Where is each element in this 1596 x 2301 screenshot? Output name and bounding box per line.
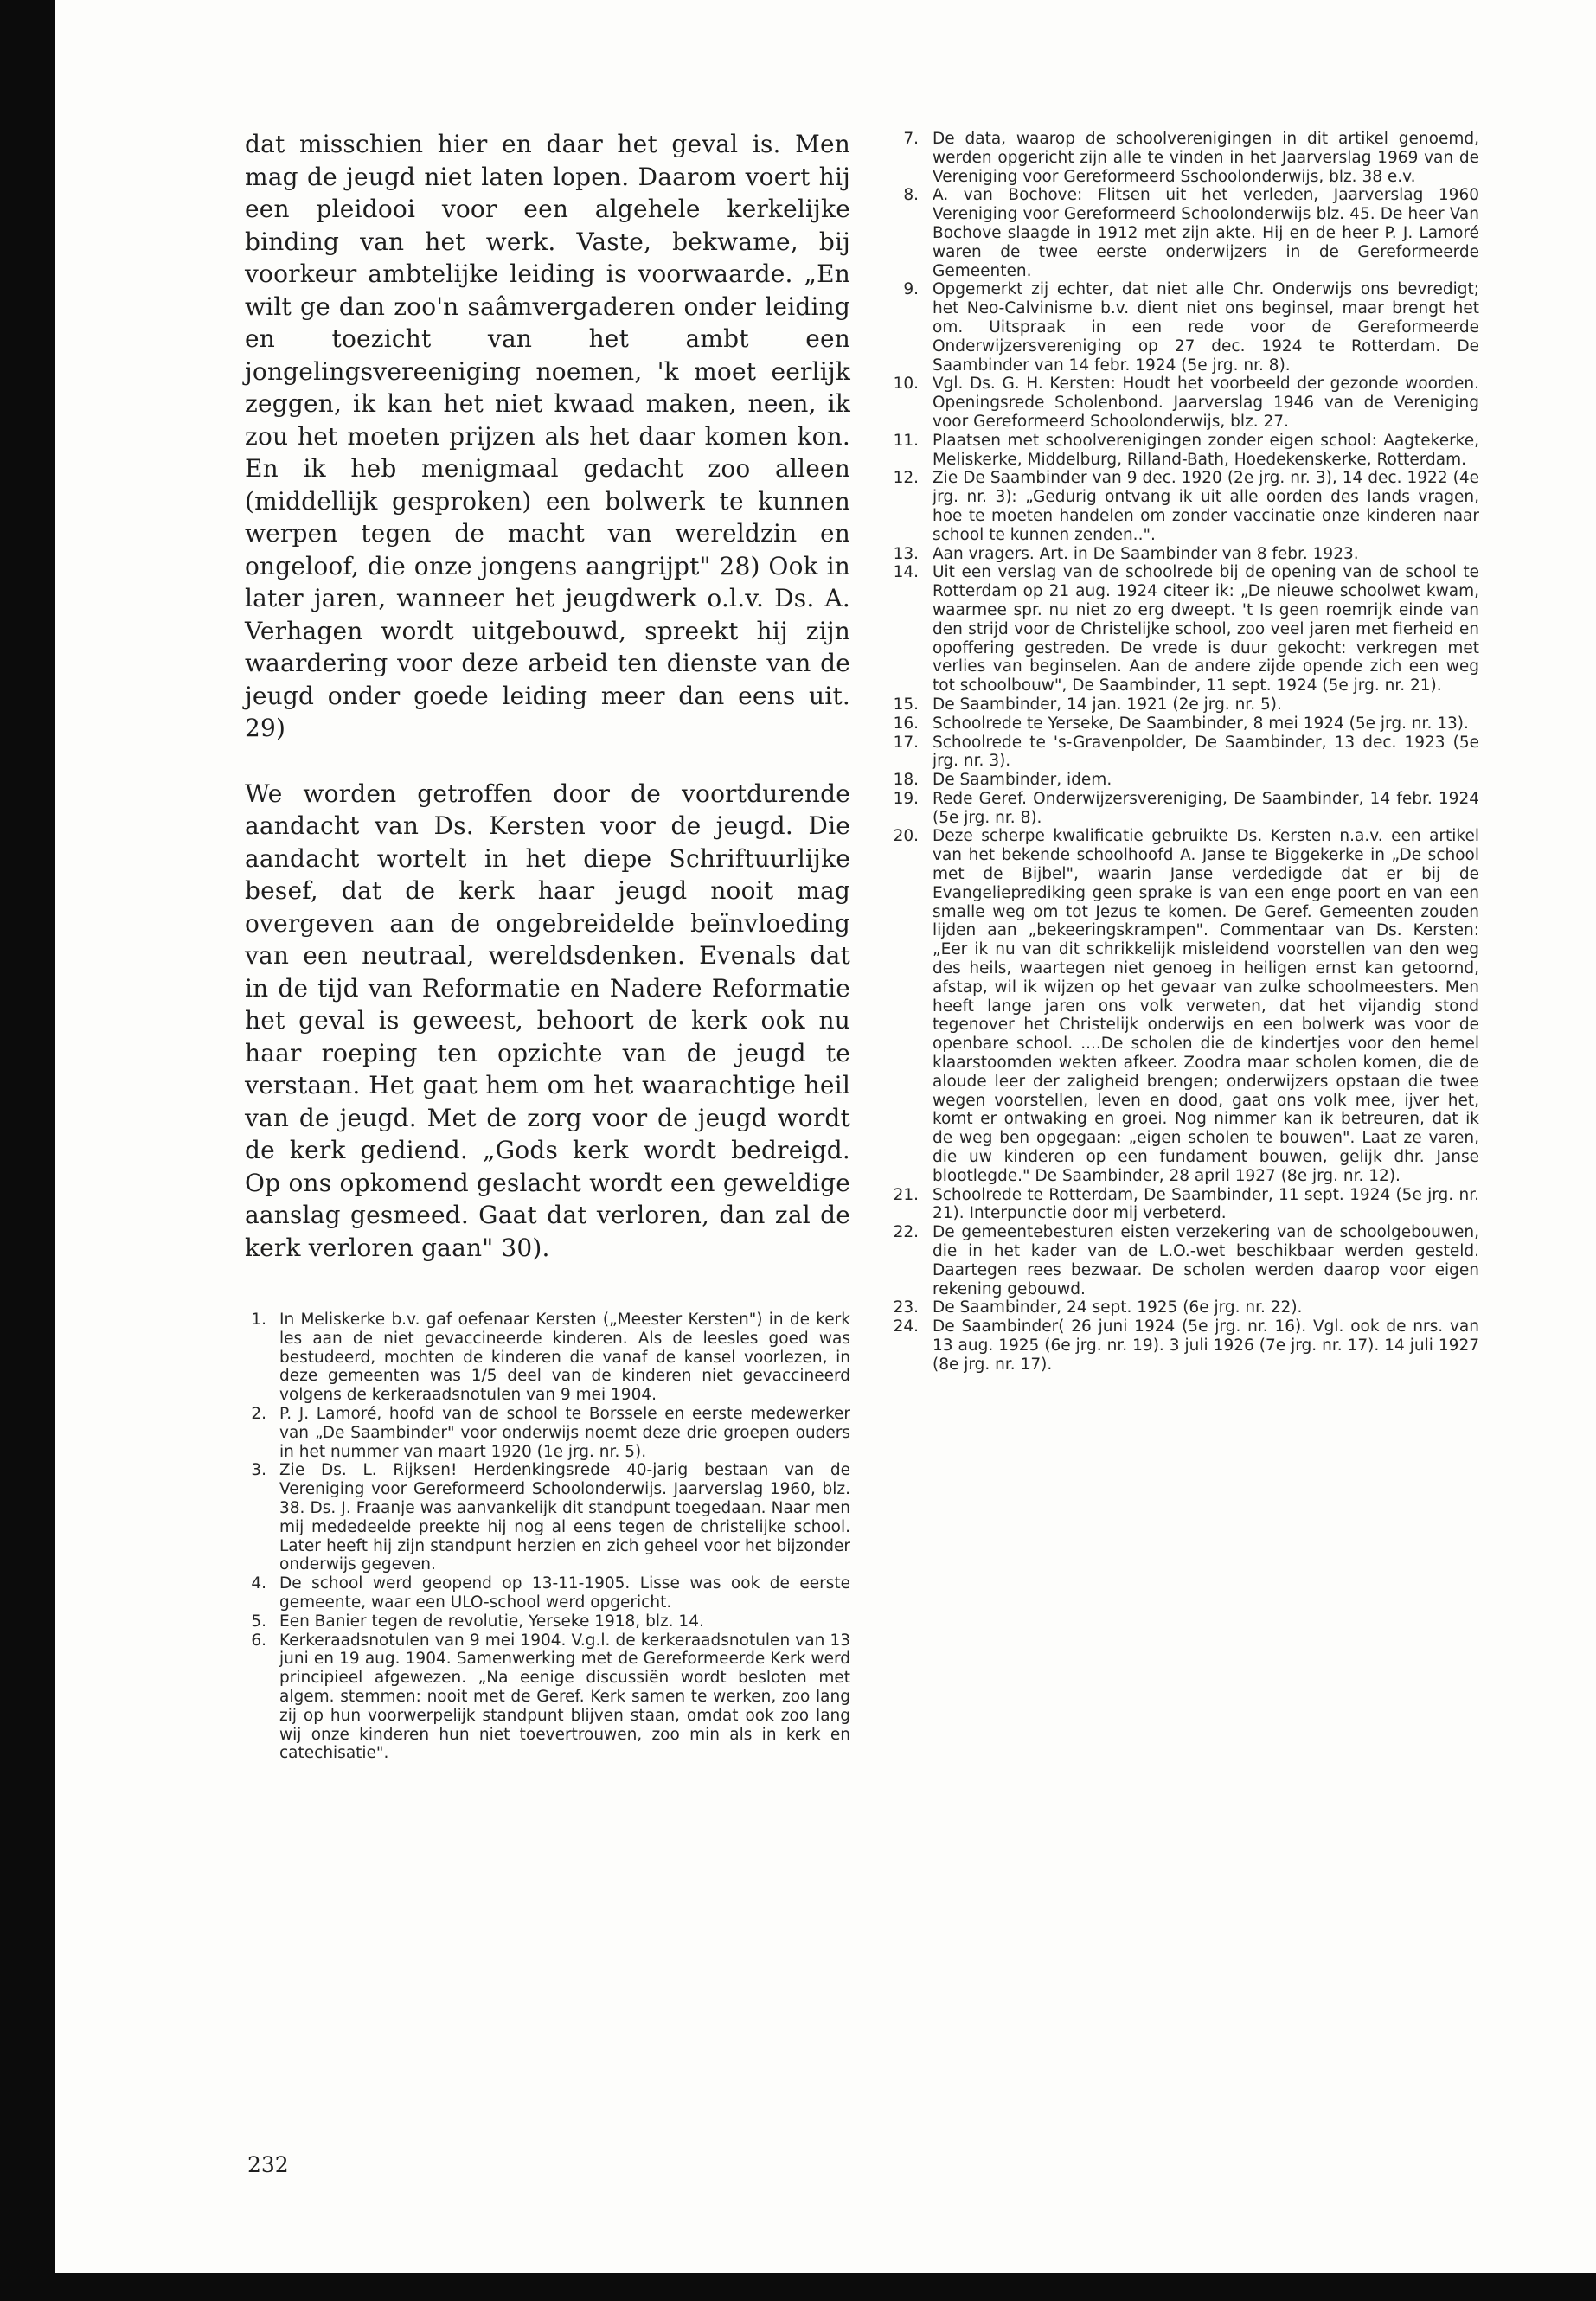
footnote — [889, 186, 1479, 280]
footnote-number: 7. — [903, 130, 919, 148]
footnote — [889, 790, 1479, 828]
footnote-text: Een Banier tegen de revolutie, Yerseke 1918, blz. 14. — [279, 1612, 704, 1631]
footnote-number: 12. — [893, 469, 919, 488]
footnote — [889, 771, 1479, 790]
footnote-text: Zie De Saambinder van 9 dec. 1920 (2e jrg. nr. 3), 14 dec. 1922 (4e jrg. nr. 3): „Gedurig ontvang ik uit alle oorden des lands vragen, hoe te moeten handelen om zonder vaccinatie onze kinderen naar school te kunnen zenden..". — [933, 469, 1479, 544]
footnote-number: 24. — [893, 1317, 919, 1336]
footnote-text: De Saambinder, 14 jan. 1921 (2e jrg. nr. 5). — [933, 695, 1282, 714]
footnote-number: 13. — [893, 544, 919, 563]
footnote-number: 15. — [893, 695, 919, 714]
footnote-text: P. J. Lamoré, hoofd van de school te Borssele en eerste medewerker van „De Saambinder" voor onderwijs noemt deze drie groepen ouders in het nummer van maart 1920 (1e jrg. nr. 5). — [279, 1404, 850, 1461]
footnote — [889, 1223, 1479, 1298]
footnotes-right — [889, 130, 1479, 1375]
footnote-text: Deze scherpe kwalificatie gebruikte Ds. Kersten n.a.v. een artikel van het bekende schoolhoofd A. Janse te Biggekerke in „De school met de Bijbel", waarin Janse verdedigde dat er bij de Evangelieprediking geen sprake is van een enge poort en van een smalle weg om tot Jezus te komen. De Geref. Gemeenten zouden lijden aan „bekeeringskrampen". Commentaar van Ds. Kersten: „Eer ik nu van dit schrikkelijk misleidend voorstellen van den weg des heils, waartegen niet genoeg in heiligen ernst kan getoornd, afstap, wil ik wijzen op het gevaar van zulke schoolmeesters. Men heeft lange jaren ons volk verweten, dat het vijandig stond tegenover het Christelijk onderwijs en een bolwerk was voor de openbare school. ....De scholen die de kindertjes voor den hemel klaarstoomden wekten afkeer. Zoodra maar scholen komen, die de aloude leer der zaligheid brengen; onderwijzers opstaan die twee wegen voorstellen, leven en dood, gaat ons volk mee, ijver het, komt er ontwaking en groei. Nog nimmer kan ik betreuren, dat ik de weg ben opgegaan: „eigen scholen te bouwen". Laat ze varen, die uw kinderen op een fundament bouwen, gelijk dhr. Janse blootlegde." De Saambinder, 28 april 1927 (8e jrg. nr. 12). — [933, 827, 1479, 1185]
footnote-number: 2. — [251, 1404, 266, 1423]
footnote-text: De Saambinder, idem. — [933, 771, 1112, 790]
footnote-number: 8. — [903, 186, 919, 205]
footnote — [889, 1298, 1479, 1317]
footnote-text: Plaatsen met schoolverenigingen zonder eigen school: Aagtekerke, Meliskerke, Middelburg, Rilland-Bath, Hoedekenskerke, Rotterdam. — [933, 431, 1479, 469]
footnote — [889, 469, 1479, 544]
footnote — [245, 1461, 850, 1574]
footnote — [245, 1612, 850, 1631]
footnote-text: De data, waarop de schoolverenigingen in dit artikel genoemd, werden opgericht zijn alle te vinden in het Jaarverslag 1969 van de Vereniging voor Gereformeerd Sschoolonderwijs, blz. 38 e.v. — [933, 130, 1479, 186]
footnote-number: 16. — [893, 714, 919, 733]
body-paragraph: dat misschien hier en daar het geval is. Men mag de jeugd niet laten lopen. Daarom voert hij een pleidooi voor een algehele kerkelijke binding van het werk. Vaste, bekwame, bij voorkeur ambtelijke leiding is voorwaarde. „En wilt ge dan zoo'n saâmvergaderen onder leiding en toezicht van het ambt een jongelingsvereeniging noemen, 'k moet eerlijk zeggen, ik kan het niet kwaad maken, neen, ik zou het moeten prijzen als het daar komen kon. En ik heb menigmaal gedacht zoo alleen (middellijk gesproken) een bolwerk te kunnen werpen tegen de macht van wereldzin en ongeloof, die onze jongens aangrijpt" 28) Ook in later jaren, wanneer het jeugdwerk o.l.v. Ds. A. Verhagen wordt uitgebouwd, spreekt hij zijn waardering voor deze arbeid ten dienste van de jeugd onder goede leiding meer dan eens uit. 29) — [245, 130, 850, 742]
footnote — [889, 545, 1479, 564]
footnote-number: 10. — [893, 375, 919, 394]
footnote — [245, 1311, 850, 1405]
footnote — [889, 130, 1479, 186]
footnote-number: 5. — [251, 1612, 266, 1631]
footnote-text: Kerkeraadsnotulen van 9 mei 1904. V.g.l. de kerkeraadsnotulen van 13 juni en 19 aug. 1904. Samenwerking met de Gereformeerde Kerk werd principieel afgewezen. „Na eenige discussiën wordt besloten met algem. stemmen: nooit met de Geref. Kerk samen te werken, zoo lang zij op hun voorwerpelijk standpunt blijven staan, omdat ook zoo lang wij onze kinderen hun niet toevertrouwen, zoo min als in kerk en catechisatie". — [279, 1631, 850, 1763]
footnote-number: 3. — [251, 1461, 266, 1480]
footnote-text: De school werd geopend op 13-11-1905. Lisse was ook de eerste gemeente, waar een ULO-school werd opgericht. — [279, 1574, 850, 1612]
footnote-number: 1. — [251, 1311, 266, 1329]
page-number: 232 — [247, 2152, 289, 2177]
footnote-text: Uit een verslag van de schoolrede bij de opening van de school te Rotterdam op 21 aug. 1924 citeer ik: „De nieuwe schoolwet kwam, waarmee spr. nu niet zo erg dweept. 't Is geen roemrijk einde van den strijd voor de Christelijke school, zoo veel jaren met fierheid en opoffering gestreden. De vrede is duur gekocht: verkregen met verlies van beginselen. Aan de andere zijde opende zich een weg tot schoolbouw", De Saambinder, 11 sept. 1924 (5e jrg. nr. 21). — [933, 563, 1479, 695]
right-column — [889, 130, 1479, 1375]
footnote-text: Vgl. Ds. G. H. Kersten: Houdt het voorbeeld der gezonde woorden. Openingsrede Scholenbond. Jaarverslag 1946 van de Vereniging voor Gereformeerd Schoolonderwijs, blz. 27. — [933, 375, 1479, 431]
footnote — [889, 695, 1479, 715]
footnote-number: 18. — [893, 771, 919, 790]
footnote — [889, 375, 1479, 431]
footnote-text: Opgemerkt zij echter, dat niet alle Chr. Onderwijs ons bevredigt; het Neo-Calvinisme b.v. dient niet ons beginsel, maar brengt het om. Uitspraak in een rede voor de Gereformeerde Onderwijzersvereniging op 27 dec. 1924 te Rotterdam. De Saambinder van 14 febr. 1924 (5e jrg. nr. 8). — [933, 280, 1479, 375]
footnote-number: 9. — [903, 280, 919, 299]
footnote — [889, 432, 1479, 470]
footnote-number: 21. — [893, 1185, 919, 1204]
footnote-text: Rede Geref. Onderwijzersvereniging, De Saambinder, 14 febr. 1924 (5e jrg. nr. 8). — [933, 789, 1479, 827]
footnote — [245, 1574, 850, 1612]
footnote-text: Zie Ds. L. Rijksen! Herdenkingsrede 40-jarig bestaan van de Vereniging voor Gereformeerd Schoolonderwijs. Jaarverslag 1960, blz. 38. Ds. J. Fraanje was aanvankelijk dit standpunt toegedaan. Naar men mij mededeelde preekte hij nog al eens tegen de christelijke school. Later heeft hij zijn standpunt herzien en zich geheel voor het bijzonder onderwijs gegeven. — [279, 1461, 850, 1574]
footnote-text: Aan vragers. Art. in De Saambinder van 8 febr. 1923. — [933, 544, 1359, 563]
footnote-text: Schoolrede te Rotterdam, De Saambinder, 11 sept. 1924 (5e jrg. nr. 21). Interpunctie door mij verbeterd. — [933, 1185, 1479, 1223]
footnote-number: 22. — [893, 1223, 919, 1242]
footnote — [889, 715, 1479, 734]
footnote-number: 4. — [251, 1574, 266, 1593]
footnote-text: De gemeentebesturen eisten verzekering van de schoolgebouwen, die in het kader van de L.O.-wet beschikbaar werden gesteld. Daartegen rees bezwaar. De scholen werden daarop voor eigen rekening gebouwd. — [933, 1223, 1479, 1298]
body-paragraph: We worden getroffen door de voortdurende aandacht van Ds. Kersten voor de jeugd. Die aandacht wortelt in het diepe Schriftuurlijke besef, dat de kerk haar jeugd nooit mag overgeven aan de ongebreidelde beïnvloeding van een neutraal, wereldsdenken. Evenals dat in de tijd van Reformatie en Nadere Reformatie het geval is geweest, behoort de kerk ook nu haar roeping ten opzichte van de jeugd te verstaan. Het gaat hem om het waarachtige heil van de jeugd. Met de zorg voor de jeugd wordt de kerk gediend. „Gods kerk wordt bedreigd. Op ons opkomend geslacht wordt een geweldige aanslag gesmeed. Gaat dat verloren, dan zal de kerk verloren gaan" 30). — [245, 779, 850, 1262]
footnote — [889, 734, 1479, 772]
footnote — [245, 1405, 850, 1461]
footnote-text: Schoolrede te Yerseke, De Saambinder, 8 mei 1924 (5e jrg. nr. 13). — [933, 714, 1469, 733]
footnotes-left — [245, 1311, 850, 1763]
footnote — [889, 280, 1479, 375]
footnote-number: 20. — [893, 827, 919, 846]
footnote-text: A. van Bochove: Flitsen uit het verleden, Jaarverslag 1960 Vereniging voor Gereformeerd Schoolonderwijs blz. 45. De heer Van Bochove slaagde in 1912 met zijn akte. Hij en de heer P. J. Lamoré waren de twee eerste onderwijzers in de Gereformeerde Gemeenten. — [933, 186, 1479, 280]
footnote-number: 23. — [893, 1298, 919, 1317]
body-text — [245, 128, 850, 1264]
scan-border-bottom — [0, 2273, 1596, 2301]
footnote-number: 6. — [251, 1631, 266, 1650]
footnote — [245, 1631, 850, 1764]
scan-border-left — [0, 0, 55, 2301]
left-column — [245, 128, 850, 1763]
footnote-number: 19. — [893, 789, 919, 808]
footnote — [889, 1186, 1479, 1224]
footnote — [889, 827, 1479, 1185]
footnote-text: In Meliskerke b.v. gaf oefenaar Kersten („Meester Kersten") in de kerk les aan de niet gevaccineerde kinderen. Als de leesles goed was bestudeerd, mochten de kinderen die vanaf de kansel voorlezen, in deze gemeenten was 1/5 deel van de kinderen niet gevaccineerd volgens de kerkeraadsnotulen van 9 mei 1904. — [279, 1311, 850, 1405]
footnote-text: De Saambinder, 24 sept. 1925 (6e jrg. nr. 22). — [933, 1298, 1303, 1317]
footnote-text: Schoolrede te 's-Gravenpolder, De Saambinder, 13 dec. 1923 (5e jrg. nr. 3). — [933, 733, 1479, 771]
footnote — [889, 1317, 1479, 1374]
footnote-number: 17. — [893, 733, 919, 752]
footnote — [889, 563, 1479, 695]
footnote-number: 14. — [893, 563, 919, 582]
footnote-number: 11. — [893, 431, 919, 450]
footnote-text: De Saambinder( 26 juni 1924 (5e jrg. nr. 16). Vgl. ook de nrs. van 13 aug. 1925 (6e jrg. nr. 19). 3 juli 1926 (7e jrg. nr. 17). 14 juli 1927 (8e jrg. nr. 17). — [933, 1317, 1479, 1374]
